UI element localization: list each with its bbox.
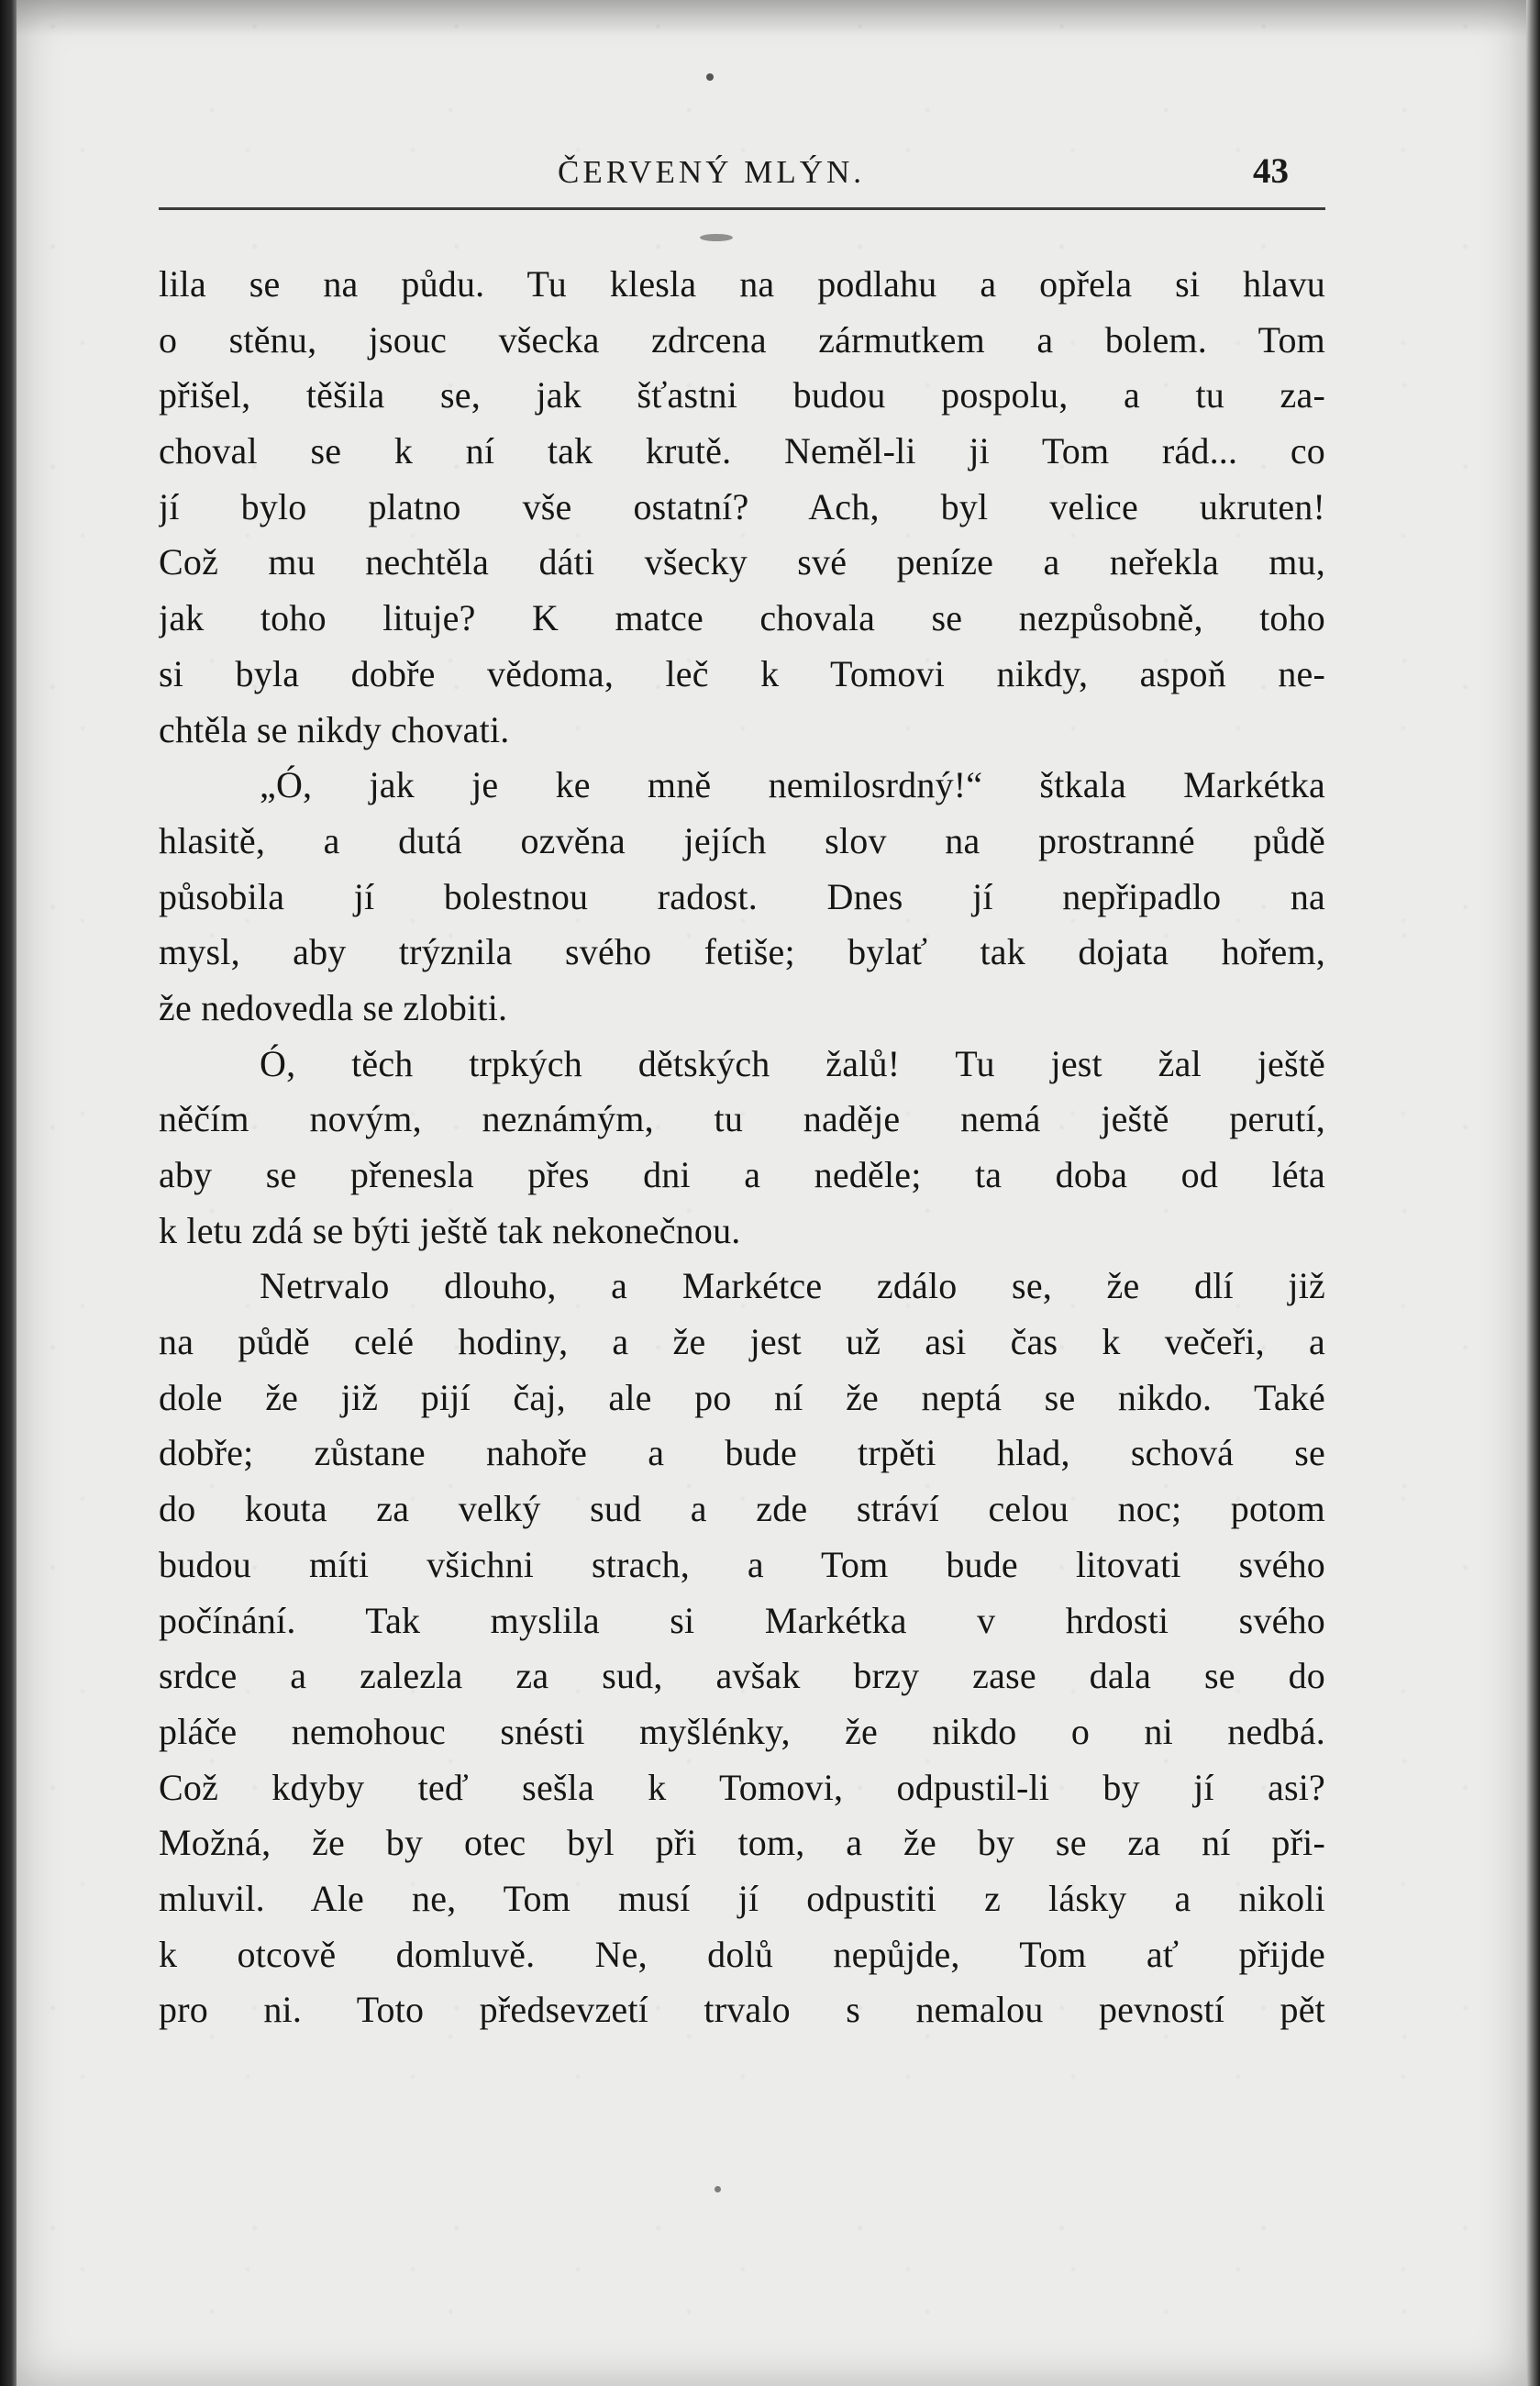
text-line: chtěla se nikdy chovati. [159, 708, 510, 750]
book-page [17, 0, 1526, 2386]
text-line: přišel, těšila se, jak šťastni budou pospolu, a tu za- [159, 374, 1325, 416]
text-line: na půdě celé hodiny, a že jest už asi čas k večeři, a [159, 1321, 1325, 1363]
text-line: Ó, těch trpkých dětských žalů! Tu jest žal ještě [260, 1042, 1325, 1084]
scan-left-edge [0, 0, 17, 2386]
header-rule [159, 207, 1325, 210]
page-number: 43 [1253, 151, 1289, 191]
text-line: si byla dobře vědoma, leč k Tomovi nikdy, aspoň ne- [159, 652, 1325, 694]
text-line: budou míti všichni strach, a Tom bude litovati svého [159, 1543, 1325, 1585]
text-line: k letu zdá se býti ještě tak nekonečnou. [159, 1209, 741, 1251]
ink-speck [706, 73, 714, 81]
text-line: lila se na půdu. Tu klesla na podlahu a opřela si hlavu [159, 263, 1325, 305]
text-line: mluvil. Ale ne, Tom musí jí odpustiti z lásky a nikoli [159, 1877, 1325, 1919]
text-line: Což kdyby teď sešla k Tomovi, odpustil-li by jí asi? [159, 1766, 1325, 1808]
text-line: choval se k ní tak krutě. Neměl-li ji Tom rád... co [159, 430, 1325, 472]
text-line: počínání. Tak myslila si Markétka v hrdosti svého [159, 1599, 1325, 1641]
text-line: aby se přenesla přes dni a neděle; ta doba od léta [159, 1154, 1325, 1195]
text-line: jak toho lituje? K matce chovala se nezpůsobně, toho [159, 597, 1325, 639]
text-line: jí bylo platno vše ostatní? Ach, byl velice ukruten! [159, 485, 1325, 527]
text-line: něčím novým, neznámým, tu naděje nemá ještě perutí, [159, 1098, 1325, 1140]
text-line: hlasitě, a dutá ozvěna jejích slov na prostranné půdě [159, 819, 1325, 861]
text-line: pláče nemohouc snésti myšlénky, že nikdo o ni nedbá. [159, 1710, 1325, 1752]
text-line: do kouta za velký sud a zde stráví celou noc; potom [159, 1488, 1325, 1530]
text-line: dole že již pijí čaj, ale po ní že neptá se nikdo. Také [159, 1376, 1325, 1418]
text-line: působila jí bolestnou radost. Dnes jí nepřipadlo na [159, 875, 1325, 917]
text-line: srdce a zalezla za sud, avšak brzy zase dala se do [159, 1655, 1325, 1697]
scan-right-edge [1526, 0, 1540, 2386]
text-line: mysl, aby trýznila svého fetiše; bylať tak dojata hořem, [159, 931, 1325, 973]
text-line: o stěnu, jsouc všecka zdrcena zármutkem a bolem. Tom [159, 318, 1325, 361]
page-shadow [17, 0, 1526, 37]
text-line: že nedovedla se zlobiti. [159, 986, 508, 1028]
text-line: Což mu nechtěla dáti všecky své peníze a neřekla mu, [159, 541, 1325, 583]
ink-speck [715, 2186, 721, 2192]
ink-speck [700, 234, 733, 241]
text-line: Netrvalo dlouho, a Markétce zdálo se, že dlí již [260, 1265, 1325, 1307]
page-text [159, 257, 1325, 2038]
text-line: Možná, že by otec byl při tom, a že by se za ní při- [159, 1822, 1325, 1864]
text-line: pro ni. Toto předsevzetí trvalo s nemalou pevností pět [159, 1989, 1325, 2031]
text-line: dobře; zůstane nahoře a bude trpěti hlad, schová se [159, 1432, 1325, 1474]
running-title: ČERVENÝ MLÝN. [558, 154, 866, 190]
text-line: k otcově domluvě. Ne, dolů nepůjde, Tom ať přijde [159, 1933, 1325, 1975]
text-line: „Ó, jak je ke mně nemilosrdný!“ štkala Markétka [260, 764, 1325, 806]
